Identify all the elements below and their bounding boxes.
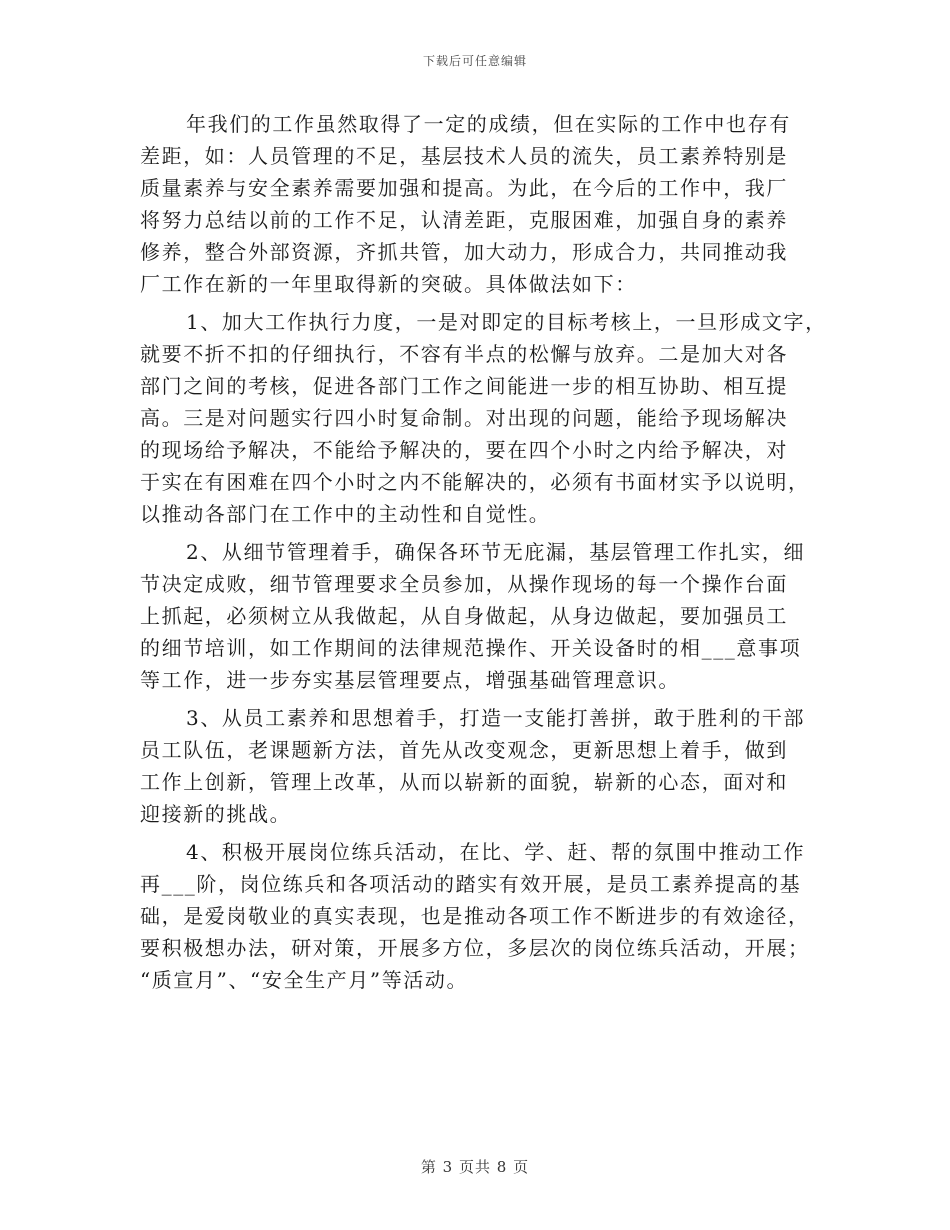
text-line: “质宣月”、“安全生产月”等活动。 bbox=[140, 968, 469, 992]
text-line: 将努力总结以前的工作不足，认清差距，克服困难，加强自身的素养 bbox=[140, 208, 788, 232]
text-line: 部门之间的考核，促进各部门工作之间能进一步的相互协助、相互提 bbox=[140, 374, 788, 398]
text-line: 于实在有困难在四个小时之内不能解决的，必须有书面材实予以说明， bbox=[140, 470, 810, 494]
text-line: 迎接新的挑战。 bbox=[140, 802, 292, 826]
text-line: 等工作，进一步夯实基层管理要点，增强基础管理意识。 bbox=[140, 668, 680, 692]
text-line: 以推动各部门在工作中的主动性和自觉性。 bbox=[140, 502, 551, 526]
page-header: 下载后可任意编辑 bbox=[422, 54, 527, 68]
text-line: 修养，整合外部资源，齐抓共管，加大动力，形成合力，共同推动我 bbox=[140, 240, 788, 264]
text-line: 厂工作在新的一年里取得新的突破。具体做法如下： bbox=[140, 272, 637, 296]
text-line: 质量素养与安全素养需要加强和提高。为此，在今后的工作中，我厂 bbox=[140, 176, 788, 200]
text-line: 就要不折不扣的仔细执行，不容有半点的松懈与放弃。二是加大对各 bbox=[140, 342, 788, 366]
text-line: 员工队伍，老课题新方法，首先从改变观念，更新思想上着手，做到 bbox=[140, 738, 788, 762]
paragraph-item-4 bbox=[140, 836, 820, 996]
text-line: 要积极想办法，研对策，开展多方位，多层次的岗位练兵活动，开展； bbox=[140, 936, 810, 960]
text-line: 节决定成败，细节管理要求全员参加，从操作现场的每一个操作台面 bbox=[140, 572, 788, 596]
text-line: 年我们的工作虽然取得了一定的成绩，但在实际的工作中也存有 bbox=[186, 112, 791, 136]
text-line: 高。三是对问题实行四小时复命制。对出现的问题，能给予现场解决 bbox=[140, 406, 788, 430]
paragraph-item-3 bbox=[140, 702, 820, 830]
text-line: 2、从细节管理着手，确保各环节无庇漏，基层管理工作扎实，细 bbox=[186, 540, 806, 564]
paragraph-item-2 bbox=[140, 536, 820, 696]
text-line: 的细节培训，如工作期间的法律规范操作、开关设备时的相___意事项 bbox=[140, 636, 802, 660]
document-body bbox=[140, 108, 827, 1002]
text-line: 1、加大工作执行力度，一是对即定的目标考核上，一旦形成文字， bbox=[186, 310, 827, 334]
text-line: 础，是爱岗敬业的真实表现，也是推动各项工作不断进步的有效途径， bbox=[140, 904, 810, 928]
text-line: 的现场给予解决，不能给予解决的，要在四个小时之内给予解决，对 bbox=[140, 438, 788, 462]
text-line: 4、积极开展岗位练兵活动，在比、学、赶、帮的氛围中推动工作 bbox=[186, 840, 806, 864]
text-line: 工作上创新，管理上改革，从而以崭新的面貌，崭新的心态，面对和 bbox=[140, 770, 788, 794]
text-line: 3、从员工素养和思想着手，打造一支能打善拼，敢于胜利的干部 bbox=[186, 706, 806, 730]
text-line: 上抓起，必须树立从我做起，从自身做起，从身边做起，要加强员工 bbox=[140, 604, 788, 628]
text-line: 再___阶，岗位练兵和各项活动的踏实有效开展，是员工素养提高的基 bbox=[140, 872, 802, 896]
paragraph-item-1 bbox=[140, 306, 827, 530]
paragraph-intro bbox=[140, 108, 820, 300]
page-number: 第 3 页共 8 页 bbox=[420, 1158, 530, 1176]
text-line: 差距，如：人员管理的不足，基层技术人员的流失，员工素养特别是 bbox=[140, 144, 788, 168]
